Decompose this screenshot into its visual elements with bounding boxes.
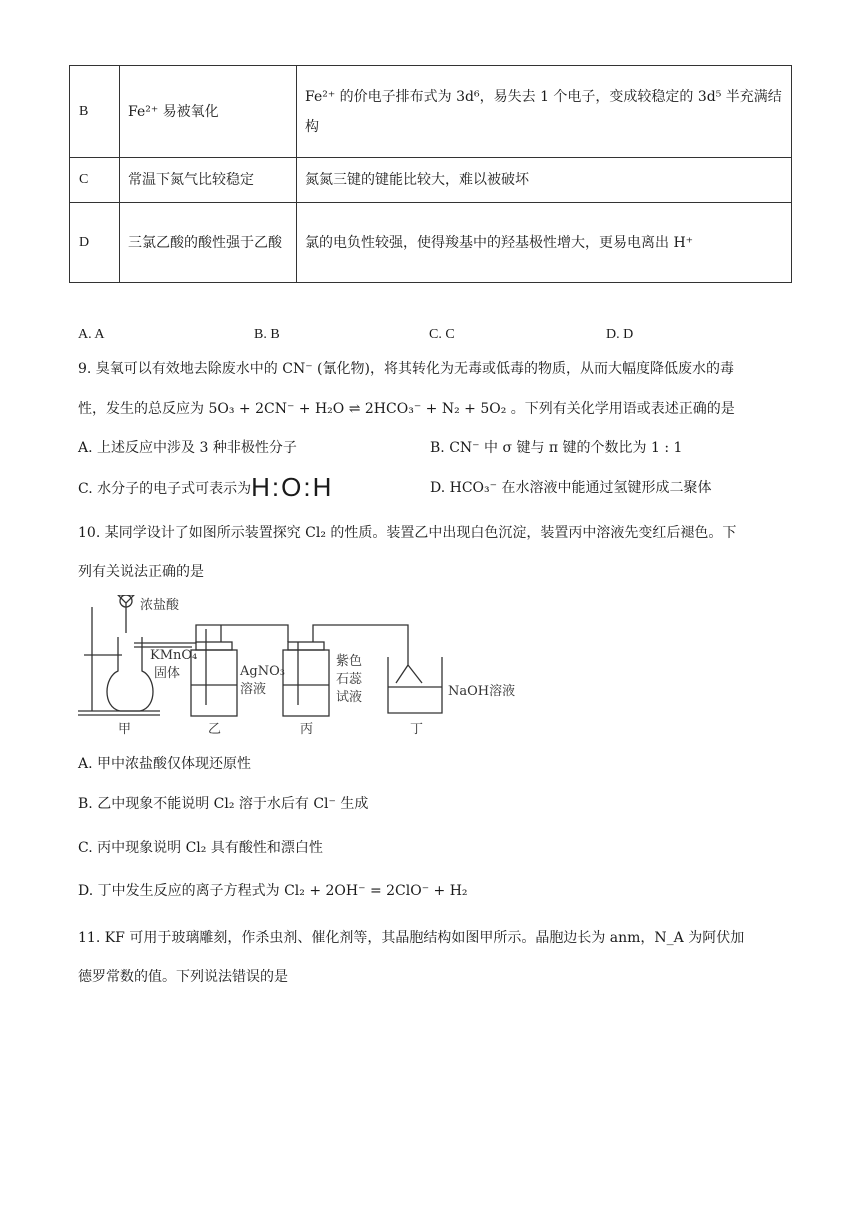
q10-option-b[interactable]: B. 乙中现象不能说明 Cl₂ 溶于水后有 Cl⁻ 生成 [78,796,369,812]
label-litmus-2: 石蕊 [336,672,363,687]
table-row [70,66,792,158]
q10-option-d[interactable]: D. 丁中发生反应的离子方程式为 Cl₂ + 2OH⁻ = 2ClO⁻ + H₂ [78,883,468,899]
q9-option-d[interactable]: D. HCO₃⁻ 在水溶液中能通过氢键形成二聚体 [430,480,712,496]
label-naoh: NaOH溶液 [448,684,516,699]
label-solid: 固体 [154,666,181,681]
row-letter: D [70,203,120,283]
q9-option-c[interactable] [78,472,333,503]
row-fact: 常温下氮气比较稳定 [120,158,297,203]
label-ding: 丁 [410,722,424,737]
q9-option-b[interactable]: B. CN⁻ 中 σ 键与 π 键的个数比为 1 : 1 [430,440,683,456]
q10-stem-line2: 列有关说法正确的是 [78,564,204,580]
label-agno3: AgNO₃ [240,664,285,679]
row-letter: C [70,158,120,203]
row-reason: Fe²⁺ 的价电子排布式为 3d⁶，易失去 1 个电子，变成较稳定的 3d⁵ 半充满结构 [297,66,792,158]
label-kmno4: KMnO₄ [150,648,198,663]
table-row [70,158,792,203]
row-reason: 氮氮三键的键能比较大，难以被破坏 [297,158,792,203]
table-row [70,203,792,283]
q9-stem-line2: 性，发生的总反应为 5O₃ + 2CN⁻ + H₂O ⇌ 2HCO₃⁻ + N₂ + 5O₂ 。下列有关化学用语或表述正确的是 [78,401,735,417]
label-litmus-1: 紫色 [336,654,363,669]
label-jia: 甲 [118,722,132,737]
row-letter: B [70,66,120,158]
q8-option-d[interactable]: D. D [606,327,634,342]
q8-option-a[interactable]: A. A [78,327,105,342]
q9-option-c-text: C. 水分子的电子式可表示为 [78,481,252,497]
option-table [69,65,792,283]
q11-stem-line2: 德罗常数的值。下列说法错误的是 [78,969,288,985]
label-bing: 丙 [300,722,314,737]
water-electron-formula: H:O:H [251,472,334,502]
row-reason: 氯的电负性较强，使得羧基中的羟基极性增大，更易电离出 H⁺ [297,203,792,283]
label-yi: 乙 [208,722,222,737]
label-litmus-3: 试液 [336,690,363,705]
q9-option-a[interactable]: A. 上述反应中涉及 3 种非极性分子 [78,440,297,456]
q9-stem-line1: 9. 臭氧可以有效地去除废水中的 CN⁻ (氰化物)，将其转化为无毒或低毒的物质，从而大幅度降低废水的毒 [78,361,734,377]
label-conc-hcl: 浓盐酸 [140,598,180,613]
label-solution: 溶液 [240,682,267,697]
row-fact: 三氯乙酸的酸性强于乙酸 [120,203,297,283]
q8-option-b[interactable]: B. B [254,327,280,342]
q10-stem-line1: 10. 某同学设计了如图所示装置探究 Cl₂ 的性质。装置乙中出现白色沉淀，装置丙中溶液先变红后褪色。下 [78,525,737,541]
experiment-apparatus-diagram [78,595,538,740]
row-fact: Fe²⁺ 易被氧化 [120,66,297,158]
q10-option-c[interactable]: C. 丙中现象说明 Cl₂ 具有酸性和漂白性 [78,840,323,856]
q10-option-a[interactable]: A. 甲中浓盐酸仅体现还原性 [78,756,252,772]
q8-option-c[interactable]: C. C [429,327,455,342]
q11-stem-line1: 11. KF 可用于玻璃雕刻，作杀虫剂、催化剂等，其晶胞结构如图甲所示。晶胞边长为 anm，N_A 为阿伏加 [78,930,745,946]
